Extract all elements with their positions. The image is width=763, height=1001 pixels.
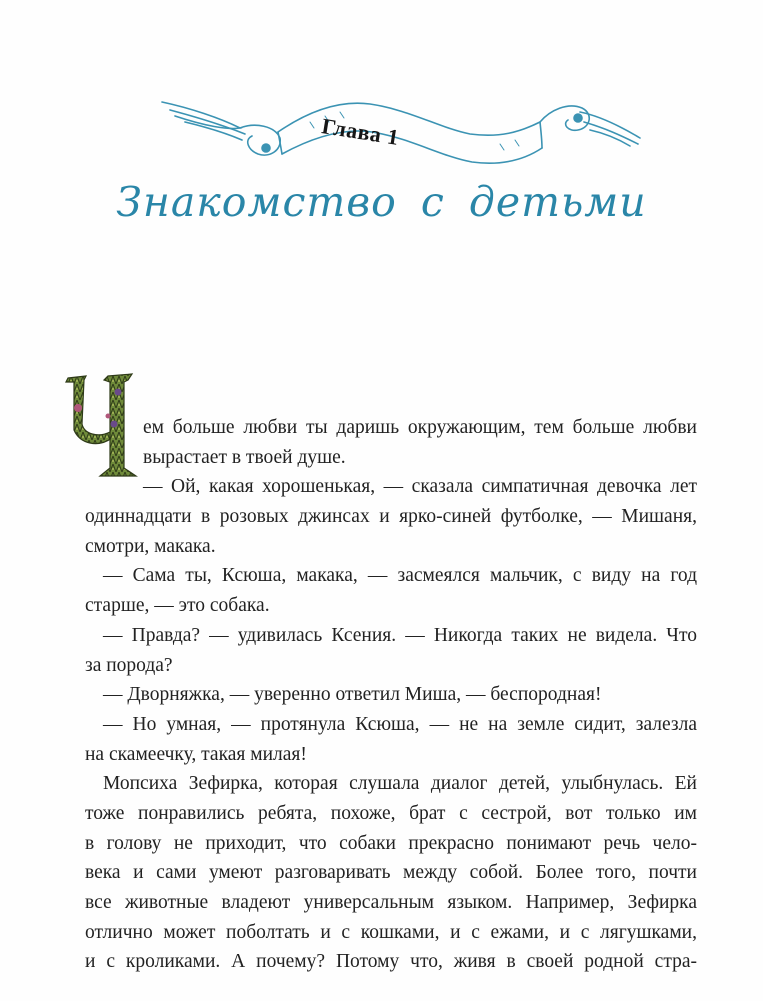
text-line: вырастает в твоей душе. — [143, 446, 346, 468]
chapter-number-label: Глава 1 — [320, 113, 401, 151]
chapter-title: Знакомство с детьми — [116, 178, 647, 226]
text-line: — Сама ты, Ксюша, макака, — засмеялся мальчик, с виду на год — [103, 565, 697, 587]
text-line: все животные владеют универсальным языком. Например, Зефирка — [85, 892, 697, 913]
text-line: века и сами умеют разговаривать между собой. Более того, почти — [85, 862, 697, 884]
text-line: на скамеечку, такая милая! — [85, 743, 307, 765]
text-line: — Но умная, — протянула Ксюша, — не на земле сидит, залезла — [103, 713, 697, 735]
text-line: Мопсиха Зефирка, которая слушала диалог детей, улыбнулась. Ей — [103, 773, 697, 795]
text-line: старше, — это собака. — [85, 595, 270, 617]
text-line: за порода? — [85, 654, 173, 676]
text-line: одиннадцати в розовых джинсах и ярко-синей футболке, — Мишаня, — [85, 506, 697, 528]
text-line: — Правда? — удивилась Ксения. — Никогда таких не видела. Что — [103, 624, 697, 646]
text-line: тоже понравились ребята, похоже, брат с сестрой, вот только им — [85, 802, 697, 824]
text-line: — Дворняжка, — уверенно ответил Миша, — беспородная! — [103, 684, 602, 706]
text-line: в голову не приходит, что собаки прекрасно понимают речь чело- — [85, 832, 697, 854]
text-line: ем больше любви ты даришь окружающим, тем больше любви — [143, 417, 697, 438]
text-line: смотри, макака. — [85, 535, 216, 557]
text-line: отлично может поболтать и с кошками, и с ежами, и с лягушками, — [85, 921, 697, 943]
chapter-body-text — [85, 413, 697, 977]
text-line: и с кроликами. А почему? Потому что, живя в своей родной стра- — [85, 951, 697, 973]
text-line: — Ой, какая хорошенькая, — сказала симпатичная девочка лет — [143, 476, 697, 498]
